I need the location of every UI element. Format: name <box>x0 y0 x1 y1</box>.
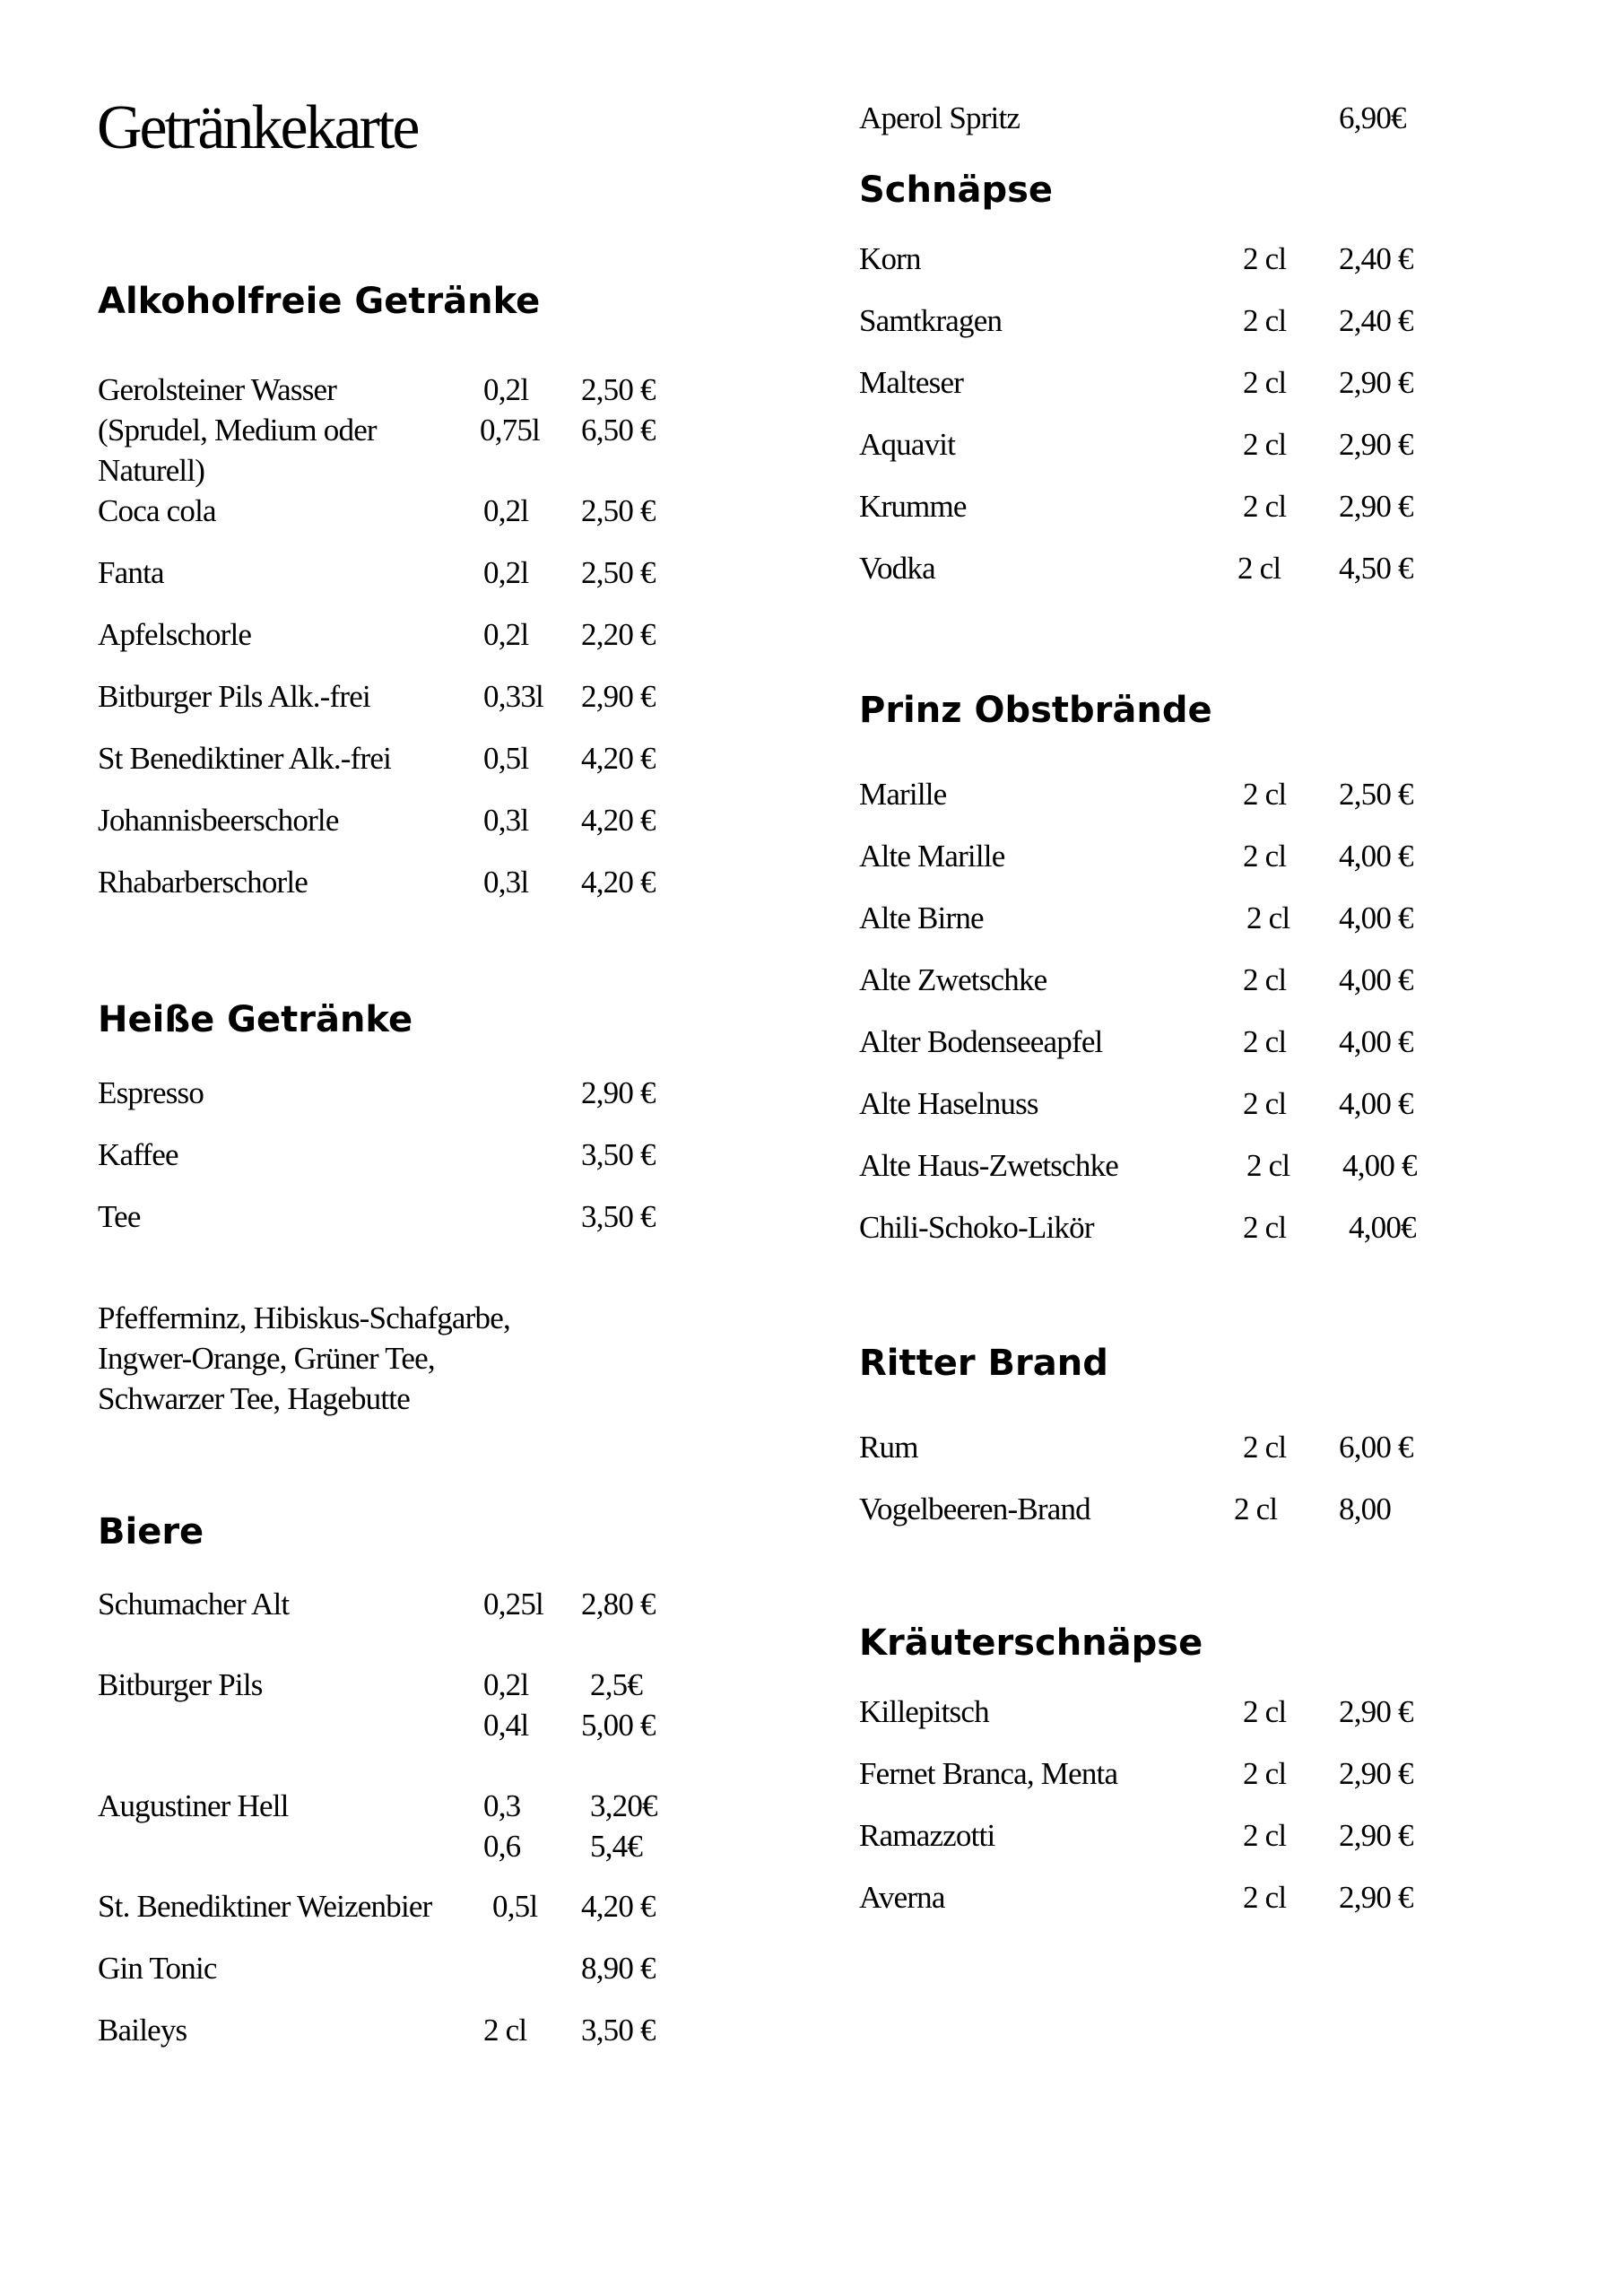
item-name: Johannisbeerschorle <box>98 803 339 838</box>
item-price: 8,90 € <box>581 1951 656 1986</box>
section-heading-alkoholfrei: Alkoholfreie Getränke <box>98 281 541 322</box>
item-name: Alte Haus-Zwetschke <box>859 1148 1118 1183</box>
item-price: 4,00 € <box>1339 900 1413 935</box>
item-price: 8,00 <box>1339 1492 1392 1526</box>
item-price: 4,20 € <box>581 803 656 838</box>
item-size: 2 cl <box>1243 1210 1287 1245</box>
item-name: Chili-Schoko-Likör <box>859 1210 1094 1245</box>
item-size: 2 cl <box>1243 427 1287 462</box>
item-size: 2 cl <box>1246 1148 1290 1183</box>
item-name: Aperol Spritz <box>859 100 1020 135</box>
item-price: 2,90 € <box>581 679 656 714</box>
item-name: Fanta <box>98 555 164 590</box>
section-heading-obstbraende: Prinz Obstbrände <box>859 690 1212 731</box>
item-name: Averna <box>859 1880 945 1915</box>
item-price: 2,5€ <box>590 1667 643 1702</box>
item-size: 0,2l <box>483 493 529 528</box>
item-name: Baileys <box>98 2013 187 2048</box>
item-size: 2 cl <box>1243 1880 1287 1915</box>
item-size: 2 cl <box>1243 1086 1287 1121</box>
item-name: Alter Bodenseeapfel <box>859 1024 1103 1059</box>
item-price: 2,50 € <box>1339 777 1413 812</box>
item-name: Alte Marille <box>859 839 1005 874</box>
item-name: Killepitsch <box>859 1694 989 1729</box>
section-heading-heiss: Heiße Getränke <box>98 999 413 1040</box>
item-size: 0,2l <box>483 555 529 590</box>
item-size: 2 cl <box>1243 1430 1287 1465</box>
item-name: Naturell) <box>98 453 205 488</box>
item-name: Rum <box>859 1430 918 1465</box>
item-name: Marille <box>859 777 947 812</box>
item-price: 2,80 € <box>581 1587 656 1622</box>
item-price: 2,90 € <box>1339 1818 1413 1853</box>
item-price: 6,50 € <box>581 413 656 448</box>
item-name: Gin Tonic <box>98 1951 217 1986</box>
item-name: St. Benediktiner Weizenbier <box>98 1889 432 1924</box>
tea-note-line: Ingwer-Orange, Grüner Tee, <box>98 1341 435 1376</box>
item-price: 3,50 € <box>581 1199 656 1234</box>
section-heading-ritter: Ritter Brand <box>859 1343 1108 1384</box>
item-size: 0,33l <box>483 679 543 714</box>
item-price: 4,00 € <box>1339 839 1413 874</box>
item-price: 4,20 € <box>581 1889 656 1924</box>
section-heading-biere: Biere <box>98 1511 204 1552</box>
item-size: 0,2l <box>483 372 529 407</box>
section-heading-kraeuter: Kräuterschnäpse <box>859 1622 1203 1664</box>
item-price: 2,90 € <box>1339 365 1413 400</box>
item-size: 2 cl <box>1234 1492 1278 1526</box>
item-size: 0,2l <box>483 1667 529 1702</box>
item-price: 2,90 € <box>581 1075 656 1110</box>
item-price: 4,20 € <box>581 741 656 776</box>
item-name: Coca cola <box>98 493 216 528</box>
item-price: 3,50 € <box>581 2013 656 2048</box>
item-name: St Benediktiner Alk.-frei <box>98 741 392 776</box>
item-name: Kaffee <box>98 1137 178 1172</box>
item-size: 2 cl <box>1243 1024 1287 1059</box>
item-size: 2 cl <box>1243 1756 1287 1791</box>
item-price: 2,90 € <box>1339 427 1413 462</box>
item-price: 6,90€ <box>1339 100 1406 135</box>
item-size: 0,2l <box>483 617 529 652</box>
item-size: 0,6 <box>483 1829 521 1864</box>
item-price: 2,20 € <box>581 617 656 652</box>
item-size: 0,5l <box>492 1889 538 1924</box>
item-price: 3,20€ <box>590 1788 657 1823</box>
item-name: Samtkragen <box>859 303 1003 338</box>
item-name: Schumacher Alt <box>98 1587 290 1622</box>
item-price: 4,20 € <box>581 865 656 900</box>
item-name: Bitburger Pils <box>98 1667 263 1702</box>
item-size: 0,4l <box>483 1708 529 1743</box>
item-size: 2 cl <box>1243 489 1287 524</box>
item-price: 4,00 € <box>1339 1024 1413 1059</box>
item-size: 2 cl <box>1243 839 1287 874</box>
tea-note-line: Pfefferminz, Hibiskus-Schafgarbe, <box>98 1300 510 1335</box>
item-size: 0,5l <box>483 741 529 776</box>
item-name: Vodka <box>859 551 935 586</box>
item-price: 2,90 € <box>1339 489 1413 524</box>
item-price: 5,4€ <box>590 1829 643 1864</box>
section-heading-schnaepse: Schnäpse <box>859 170 1054 211</box>
tea-note-line: Schwarzer Tee, Hagebutte <box>98 1381 410 1416</box>
item-name: Korn <box>859 241 921 276</box>
item-name: Apfelschorle <box>98 617 252 652</box>
item-name: Fernet Branca, Menta <box>859 1756 1118 1791</box>
item-name: Vogelbeeren-Brand <box>859 1492 1090 1526</box>
item-price: 2,90 € <box>1339 1880 1413 1915</box>
item-size: 2 cl <box>1243 241 1287 276</box>
item-size: 2 cl <box>1246 900 1290 935</box>
item-size: 0,3 <box>483 1788 521 1823</box>
item-size: 2 cl <box>1243 962 1287 997</box>
item-price: 2,90 € <box>1339 1756 1413 1791</box>
item-name: Aquavit <box>859 427 956 462</box>
item-size: 0,75l <box>480 413 540 448</box>
item-price: 5,00 € <box>581 1708 656 1743</box>
item-price: 2,50 € <box>581 493 656 528</box>
item-size: 0,3l <box>483 865 529 900</box>
item-price: 2,50 € <box>581 555 656 590</box>
item-name: Augustiner Hell <box>98 1788 289 1823</box>
item-price: 4,00 € <box>1339 962 1413 997</box>
item-size: 2 cl <box>1243 1818 1287 1853</box>
item-price: 2,40 € <box>1339 241 1413 276</box>
item-name: Ramazzotti <box>859 1818 995 1853</box>
item-price: 4,00 € <box>1339 1086 1413 1121</box>
item-name: Espresso <box>98 1075 204 1110</box>
item-size: 2 cl <box>483 2013 527 2048</box>
item-price: 4,00 € <box>1342 1148 1417 1183</box>
item-name: (Sprudel, Medium oder <box>98 413 377 448</box>
item-name: Rhabarberschorle <box>98 865 308 900</box>
item-name: Krumme <box>859 489 967 524</box>
item-name: Bitburger Pils Alk.-frei <box>98 679 370 714</box>
item-size: 2 cl <box>1243 365 1287 400</box>
item-name: Alte Birne <box>859 900 984 935</box>
item-name: Alte Zwetschke <box>859 962 1047 997</box>
item-size: 2 cl <box>1243 777 1287 812</box>
item-price: 4,00€ <box>1349 1210 1416 1245</box>
item-size: 2 cl <box>1238 551 1281 586</box>
item-price: 2,90 € <box>1339 1694 1413 1729</box>
item-size: 2 cl <box>1243 1694 1287 1729</box>
item-name: Gerolsteiner Wasser <box>98 372 337 407</box>
item-size: 0,3l <box>483 803 529 838</box>
item-name: Alte Haselnuss <box>859 1086 1038 1121</box>
item-name: Tee <box>98 1199 141 1234</box>
page-title: Getränkekarte <box>97 93 418 162</box>
item-price: 2,40 € <box>1339 303 1413 338</box>
item-name: Malteser <box>859 365 964 400</box>
item-price: 6,00 € <box>1339 1430 1413 1465</box>
item-price: 2,50 € <box>581 372 656 407</box>
item-price: 4,50 € <box>1339 551 1413 586</box>
item-size: 0,25l <box>483 1587 543 1622</box>
item-price: 3,50 € <box>581 1137 656 1172</box>
item-size: 2 cl <box>1243 303 1287 338</box>
